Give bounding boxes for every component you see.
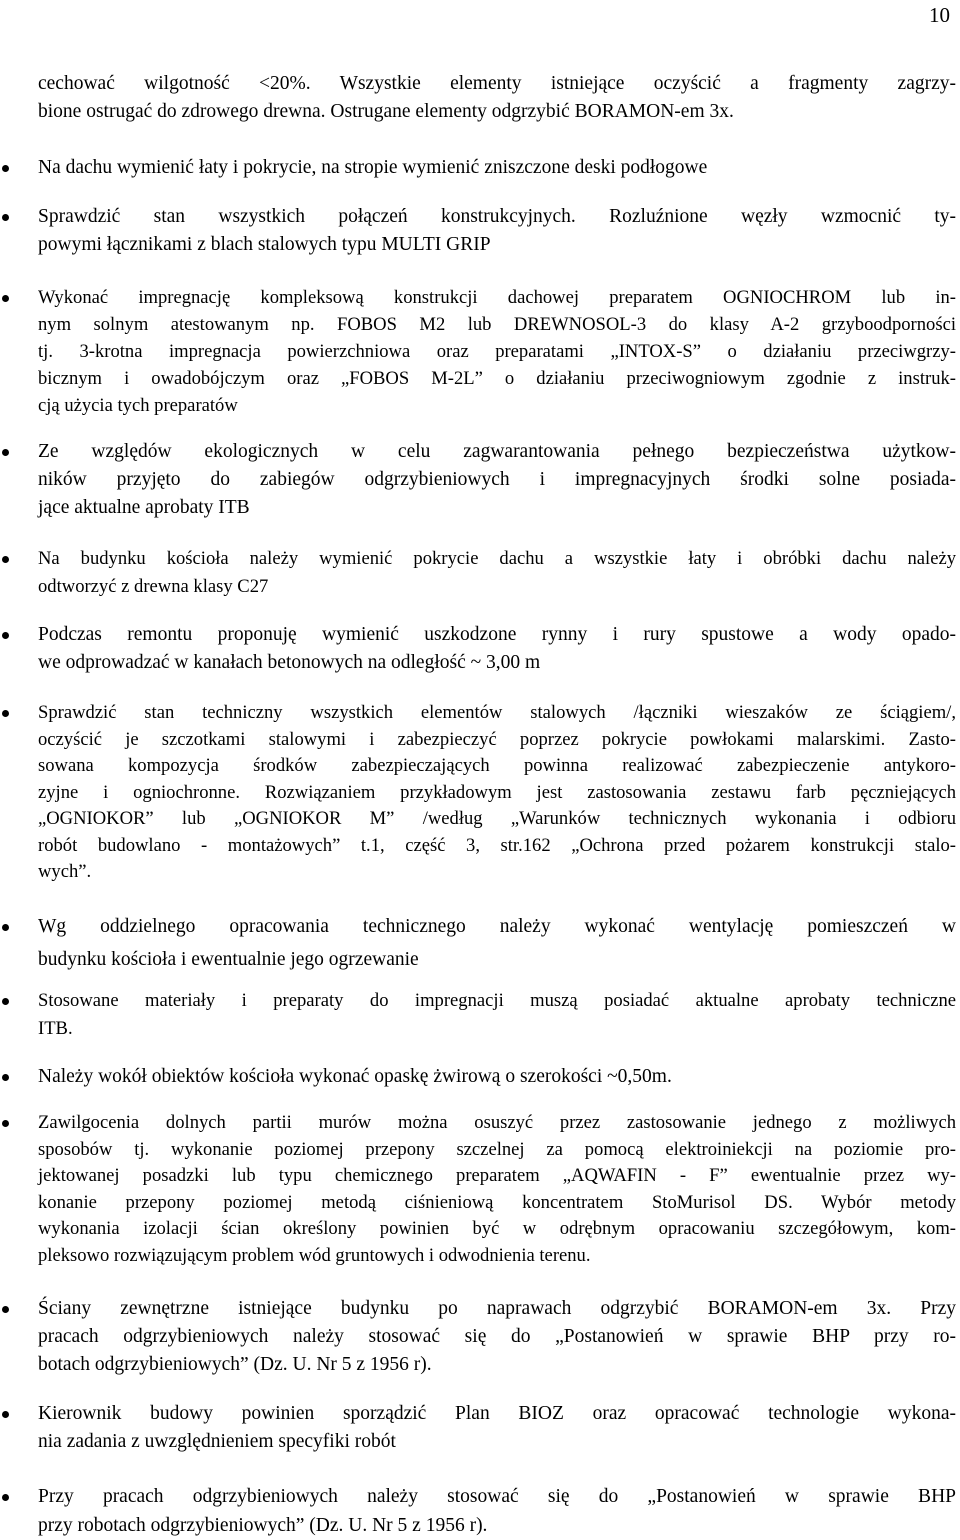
bullet-icon — [2, 1120, 9, 1127]
paragraph — [38, 203, 956, 259]
paragraph — [38, 1295, 956, 1379]
paragraph-line: Kierownik budowy powinien sporządzić Plan BIOZ oraz opracować technologie wykona- — [38, 1403, 956, 1424]
bullet-icon — [2, 1411, 9, 1418]
paragraph-line: Podczas remontu proponuję wymienić uszkodzone rynny i rury spustowe a wody opado- — [38, 624, 956, 645]
paragraph-line: botach odgrzybieniowych” (Dz. U. Nr 5 z 1956 r). — [38, 1354, 432, 1375]
bullet-icon — [2, 556, 9, 563]
paragraph — [38, 1482, 956, 1540]
paragraph-line: ników przyjęto do zabiegów odgrzybieniowych i impregnacyjnych środki solne posiada- — [38, 469, 956, 490]
paragraph-line: cechować wilgotność <20%. Wszystkie elementy istniejące oczyścić a fragmenty zagrzy- — [38, 73, 956, 94]
paragraph-line: przy robotach odgrzybieniowych” (Dz. U. Nr 5 z 1956 r). — [38, 1515, 488, 1536]
paragraph-line: bione ostrugać do zdrowego drewna. Ostrugane elementy odgrzybić BORAMON-em 3x. — [38, 101, 734, 122]
paragraph-line: powymi łącznikami z blach stalowych typu MULTI GRIP — [38, 234, 491, 255]
paragraph-line: jące aktualne aprobaty ITB — [38, 497, 250, 518]
paragraph-line: Na dachu wymienić łaty i pokrycie, na stropie wymienić zniszczone deski podłogowe — [38, 157, 708, 178]
bullet-icon — [2, 295, 9, 302]
paragraph-line: robót budowlano - montażowych” t.1, część 3, str.162 „Ochrona przed pożarem konstrukcji stalo- — [38, 834, 956, 856]
paragraph-line: jektowanej posadzki lub typu chemicznego preparatem „AQWAFIN - F” ewentualnie przez wy- — [38, 1165, 956, 1186]
paragraph-line: nia zadania z uwzględnieniem specyfiki robót — [38, 1431, 396, 1452]
paragraph-line: konanie przepony poziomej metodą ciśnieniową koncentratem StoMurisol DS. Wybór metody — [38, 1191, 956, 1213]
paragraph — [38, 987, 956, 1043]
paragraph-line: oczyścić je szczotkami stalowymi i zabezpieczyć poprzez pokrycie powłokami malarskimi. Zasto- — [38, 728, 956, 750]
bullet-icon — [2, 1074, 9, 1081]
page-number: 10 — [929, 3, 950, 27]
bullet-icon — [2, 214, 9, 221]
paragraph-line: Przy pracach odgrzybieniowych należy stosować się do „Postanowień w sprawie BHP — [38, 1486, 956, 1507]
bullet-icon — [2, 165, 9, 172]
bullet-icon — [2, 1306, 9, 1313]
paragraph — [38, 70, 956, 126]
paragraph-line: Na budynku kościoła należy wymienić pokrycie dachu a wszystkie łaty i obróbki dachu należy — [38, 548, 956, 569]
paragraph — [38, 700, 956, 886]
paragraph-line: nym solnym atestowanym np. FOBOS M2 lub DREWNOSOL-3 do klasy A-2 grzyboodporności — [38, 314, 956, 335]
paragraph-line: sowana kompozycja środków zabezpieczających powinna realizować zabezpieczenie antykoro- — [38, 755, 956, 776]
paragraph-line: tj. 3-krotna impregnacja powierzchniowa oraz preparatami „INTOX-S” o działaniu przeciwgrzy- — [38, 341, 956, 362]
bullet-icon — [2, 632, 9, 639]
paragraph-line: Stosowane materiały i preparaty do impregnacji muszą posiadać aktualne aprobaty techniczne — [38, 990, 956, 1011]
paragraph-line: ITB. — [38, 1018, 73, 1039]
paragraph-line: odtworzyć z drewna klasy C27 — [38, 576, 269, 597]
paragraph-line: bicznym i owadobójczym oraz „FOBOS M-2L” o działaniu przeciwogniowym zgodnie z instruk- — [38, 368, 956, 389]
bullet-icon — [2, 710, 9, 717]
paragraph — [38, 1400, 956, 1456]
paragraph-line: Ze względów ekologicznych w celu zagwarantowania pełnego bezpieczeństwa użytkow- — [38, 441, 956, 462]
paragraph — [38, 545, 956, 601]
paragraph-line: Sprawdzić stan wszystkich połączeń konstrukcyjnych. Rozluźnione węzły wzmocnić ty- — [38, 206, 956, 227]
paragraph-line: zyjne i ogniochronne. Rozwiązaniem przykładowym jest zastosowania zestawu farb pęczniejących — [38, 781, 956, 803]
paragraph-line: Ściany zewnętrzne istniejące budynku po naprawach odgrzybić BORAMON-em 3x. Przy — [38, 1298, 956, 1319]
paragraph — [38, 621, 956, 677]
paragraph — [38, 1110, 956, 1269]
paragraph-line: Wg oddzielnego opracowania technicznego należy wykonać wentylację pomieszczeń w — [38, 916, 956, 937]
paragraph-line: budynku kościoła i ewentualnie jego ogrzewanie — [38, 949, 419, 970]
paragraph — [38, 1063, 956, 1091]
paragraph-line: wych”. — [38, 861, 92, 882]
paragraph — [38, 284, 956, 419]
paragraph-line: pleksowo rozwiązującym problem wód gruntowych i odwodnienia terenu. — [38, 1244, 591, 1266]
paragraph-line: we odprowadzać w kanałach betonowych na odległość ~ 3,00 m — [38, 652, 541, 673]
paragraph-line: Należy wokół obiektów kościoła wykonać opaskę żwirową o szerokości ~0,50m. — [38, 1066, 672, 1087]
paragraph-line: pracach odgrzybieniowych należy stosować się do „Postanowień w sprawie BHP przy ro- — [38, 1326, 956, 1347]
paragraph-line: Zawilgocenia dolnych partii murów można osuszyć przez zastosowanie jednego z możliwych — [38, 1112, 956, 1133]
paragraph — [38, 154, 956, 182]
paragraph-line: cją użycia tych preparatów — [38, 395, 238, 416]
paragraph-line: Sprawdzić stan techniczny wszystkich elementów stalowych /łączniki wieszaków ze ściągiem/, — [38, 702, 956, 723]
bullet-icon — [2, 1494, 9, 1501]
paragraph — [38, 910, 956, 976]
paragraph-line: wykonania izolacji ścian określony powinien być w odrębnym opracowaniu szczegółowym, kom- — [38, 1218, 956, 1239]
bullet-icon — [2, 449, 9, 456]
paragraph-line: Wykonać impregnację kompleksową konstrukcji dachowej preparatem OGNIOCHROM lub in- — [38, 287, 956, 308]
paragraph-line: „OGNIOKOR” lub „OGNIOKOR M” /według „Warunków technicznych wykonania i odbioru — [38, 808, 956, 829]
bullet-icon — [2, 924, 9, 931]
paragraph-line: sposobów tj. wykonanie poziomej przepony szczelnej za pomocą elektroiniekcji na poziomie pro- — [38, 1138, 956, 1160]
bullet-icon — [2, 998, 9, 1005]
paragraph — [38, 438, 956, 522]
